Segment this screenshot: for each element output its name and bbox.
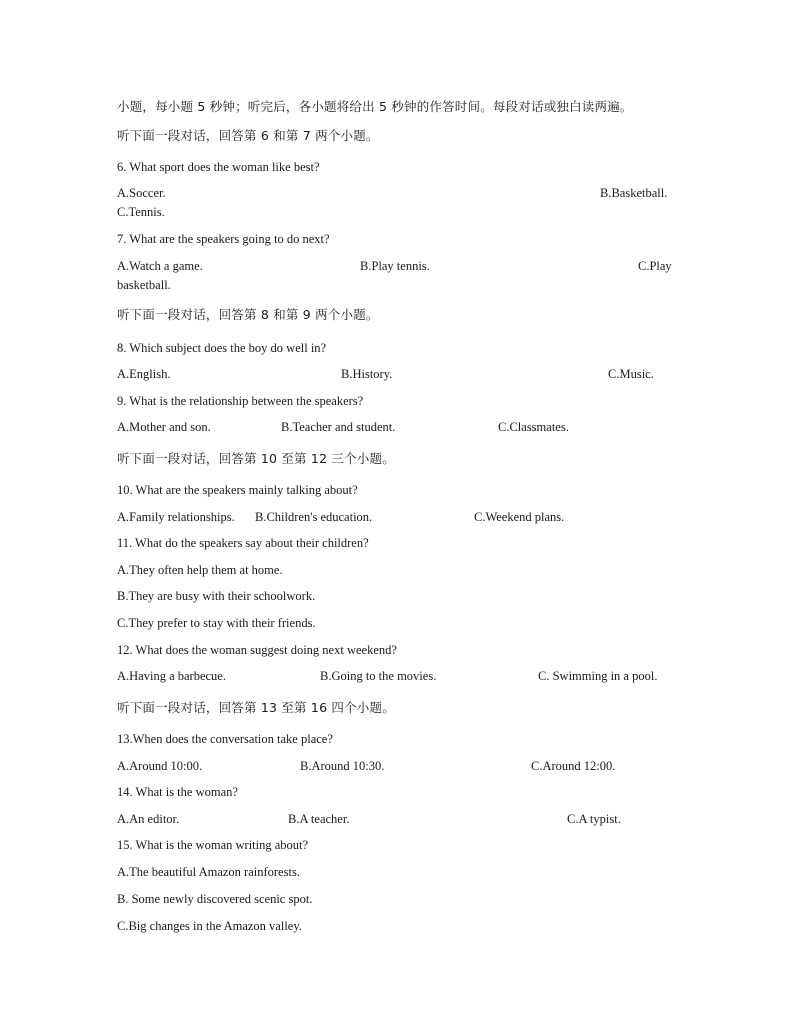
question-9-option-a: A.Mother and son. [117,420,211,434]
section-heading-8-9: 听下面一段对话，回答第 8 和第 9 两个小题。 [117,307,379,322]
question-6-option-b: B.Basketball. [600,186,668,200]
question-15-stem: 15. What is the woman writing about? [117,838,309,852]
question-14-option-b: B.A teacher. [288,812,350,826]
question-8-option-a: A.English. [117,367,171,381]
question-9-stem: 9. What is the relationship between the speakers? [117,394,364,408]
question-7-option-c-continued: basketball. [117,278,171,292]
question-12-stem: 12. What does the woman suggest doing next weekend? [117,643,397,657]
intro-instructions: 小题，每小题 5 秒钟；听完后，各小题将给出 5 秒钟的作答时间。每段对话或独白读两遍。 [117,99,633,114]
question-13-option-b: B.Around 10:30. [300,759,385,773]
section-heading-6-7: 听下面一段对话，回答第 6 和第 7 两个小题。 [117,128,379,143]
question-14-stem: 14. What is the woman? [117,785,238,799]
section-heading-10-12: 听下面一段对话，回答第 10 至第 12 三个小题。 [117,451,395,466]
question-6-stem: 6. What sport does the woman like best? [117,160,320,174]
question-10-option-b: B.Children's education. [255,510,373,524]
question-14-option-a: A.An editor. [117,812,180,826]
question-7-option-b: B.Play tennis. [360,259,430,273]
question-7-option-a: A.Watch a game. [117,259,203,273]
question-10-option-c: C.Weekend plans. [474,510,565,524]
question-9-option-b: B.Teacher and student. [281,420,396,434]
section-heading-13-16: 听下面一段对话，回答第 13 至第 16 四个小题。 [117,700,395,715]
question-13-option-a: A.Around 10:00. [117,759,203,773]
question-13-stem: 13.When does the conversation take place? [117,732,333,746]
question-10-option-a: A.Family relationships. [117,510,235,524]
question-12-option-b: B.Going to the movies. [320,669,437,683]
question-8-option-c: C.Music. [608,367,654,381]
question-13-option-c: C.Around 12:00. [531,759,616,773]
question-14-option-c: C.A typist. [567,812,621,826]
question-15-option-b: B. Some newly discovered scenic spot. [117,892,313,906]
question-12-option-c: C. Swimming in a pool. [538,669,658,683]
question-8-option-b: B.History. [341,367,393,381]
question-7-option-c: C.Play [638,259,672,273]
question-15-option-a: A.The beautiful Amazon rainforests. [117,865,300,879]
question-15-option-c: C.Big changes in the Amazon valley. [117,919,302,933]
question-6-option-c: C.Tennis. [117,205,165,219]
question-10-stem: 10. What are the speakers mainly talking about? [117,483,358,497]
question-7-stem: 7. What are the speakers going to do next? [117,232,330,246]
question-11-option-b: B.They are busy with their schoolwork. [117,589,316,603]
question-11-option-c: C.They prefer to stay with their friends. [117,616,316,630]
question-6-option-a: A.Soccer. [117,186,166,200]
question-8-stem: 8. Which subject does the boy do well in? [117,341,327,355]
question-11-stem: 11. What do the speakers say about their children? [117,536,369,550]
question-9-option-c: C.Classmates. [498,420,569,434]
question-12-option-a: A.Having a barbecue. [117,669,226,683]
question-11-option-a: A.They often help them at home. [117,563,283,577]
